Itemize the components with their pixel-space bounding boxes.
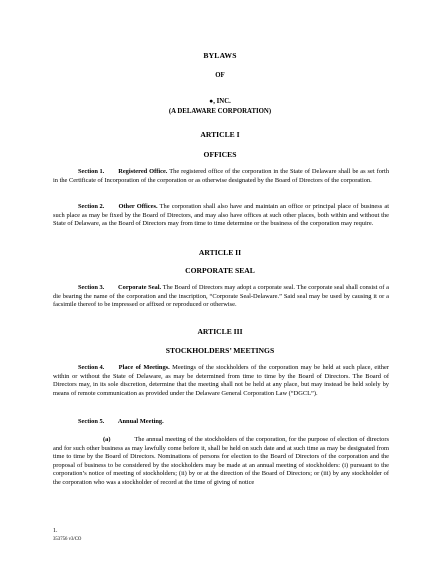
article-3-heading: STOCKHOLDERS’ MEETINGS	[165, 346, 275, 355]
section-4-title: Place of Meetings.	[118, 364, 170, 371]
section-5-title: Annual Meeting.	[117, 418, 164, 425]
subsection-a-text: The annual meeting of the stockholders of the corporation, for the purpose of election of directors and for such other business as may lawfully come before it, shall be held on such date and at such time as may be designated from time to time by the Board of Directors. Nominations of persons for election to the Board of Directors of the corporation and the proposal of business to be considered by the stockholders may be made at an annual meeting of stockholders: (i) pursuant to the corporation’s notice of meeting of stockholders; (ii) by or at the direction of the Board of Directors; or (iii) by any stockholder of the corporation who was a stockholder of record at the time of giving of notice	[53, 436, 389, 486]
title-of: OF	[215, 72, 225, 79]
subsection-a-label: (a)	[103, 436, 111, 443]
company-name: ●, INC.	[209, 98, 231, 105]
section-5	[53, 418, 389, 427]
document-id: 353756 v3/CO	[53, 537, 82, 542]
section-3-text: The Board of Directors may adopt a corporate seal. The corporate seal shall consist of a die bearing the name of the corporation and the inscription, “Corporate Seal-Delaware.” Said seal may be used by causing it or a facsimile thereof to be impressed or affixed or reproduced or otherwise.	[53, 284, 390, 309]
section-2-title: Other Offices.	[118, 203, 158, 210]
section-3-title: Corporate Seal.	[118, 284, 162, 291]
section-5-number: Section 5.	[78, 418, 105, 425]
section-1-title: Registered Office.	[118, 168, 168, 175]
corporation-type: (A DELAWARE CORPORATION)	[168, 108, 272, 115]
document-title: BYLAWS	[203, 51, 237, 60]
section-4-text: Meetings of the stockholders of the corporation may be held at such place, either within or without the State of Delaware, as may be determined from time to time by the Board of Directors. The Board of Directors may, in its sole discretion, determine that the meeting shall not be held at any place, but may instead be held solely by means of remote communication as provided under the Delaware General Corporation Law (“DGCL”).	[53, 364, 389, 397]
section-2	[53, 203, 389, 229]
section-3	[53, 284, 389, 310]
section-2-text: The corporation shall also have and maintain an office or principal place of business at such place as may be fixed by the Board of Directors, and may also have offices at such other places, both within and without the State of Delaware, as the Board of Directors may from time to time determine or the business of the corporation may require.	[53, 203, 390, 228]
article-3-title: ARTICLE III	[197, 327, 243, 336]
section-1-number: Section 1.	[78, 168, 105, 175]
article-2-title: ARTICLE II	[198, 248, 242, 257]
page-number: 1.	[53, 528, 58, 534]
article-1-title: ARTICLE I	[200, 130, 240, 139]
article-2-heading: CORPORATE SEAL	[185, 266, 255, 275]
section-4-number: Section 4.	[78, 364, 105, 371]
article-1-heading: OFFICES	[203, 150, 237, 159]
section-2-number: Section 2.	[78, 203, 105, 210]
section-1	[53, 168, 389, 185]
section-3-number: Section 3.	[78, 284, 105, 291]
section-5-a	[53, 436, 389, 488]
section-4	[53, 364, 389, 398]
section-1-text: The registered office of the corporation in the State of Delaware shall be as set forth in the Certificate of Incorporation of the corporation or as otherwise designated by the Board of Directors of the corporation.	[53, 168, 390, 184]
